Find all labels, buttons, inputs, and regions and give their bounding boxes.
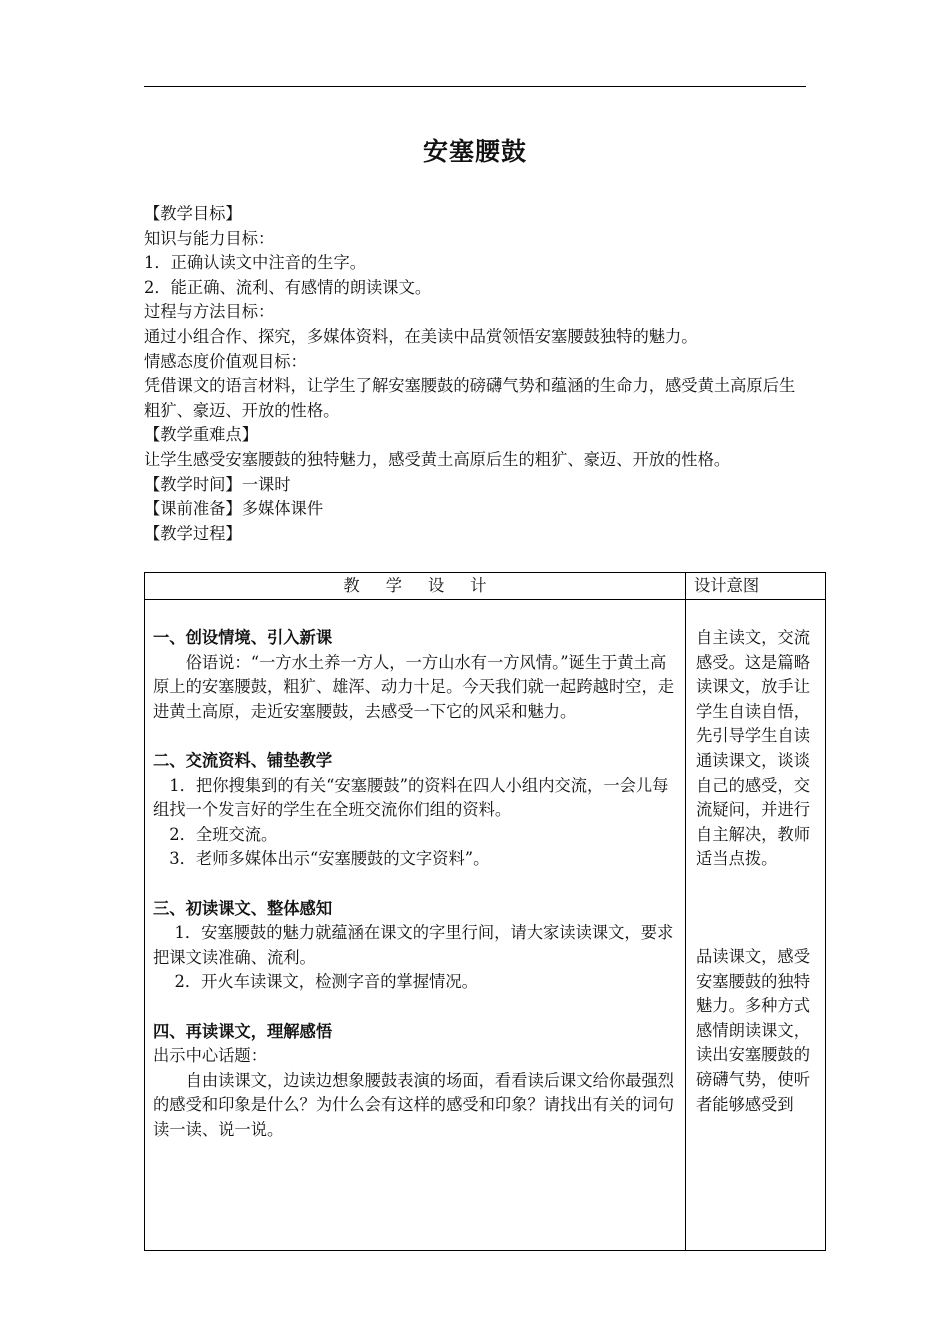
lesson-process-table [144, 572, 826, 1251]
header-design-intent: 设计意图 [686, 573, 826, 600]
table-header-row [145, 573, 826, 600]
intro-line: 1．正确认读文中注音的生字。 [144, 253, 367, 273]
intro-line: 情感态度价值观目标： [144, 351, 307, 371]
section-paragraph: 俗语说：“一方水土养一方人，一方山水有一方风情。”诞生于黄土高原上的安塞腰鼓，粗犷、雄浑、动力十足。今天我们就一起跨越时空，走进黄土高原，走近安塞腰鼓，去感受一下它的风采和魅力。 [153, 652, 675, 721]
section-paragraph: 1．安塞腰鼓的魅力就蕴涵在课文的字里行间，请大家读读课文，要求把课文读准确、流利。 [153, 923, 674, 967]
document-title: 安塞腰鼓 [422, 137, 527, 166]
section-paragraph: 2．全班交流。 [153, 824, 278, 844]
intro-line: 过程与方法目标： [144, 302, 275, 322]
lesson-intro [144, 202, 804, 546]
intent-note: 品读课文，感受安塞腰鼓的独特魅力。多种方式感情朗读课文，读出安塞腰鼓的磅礴气势，使听者能够感受到 [696, 946, 810, 1114]
intro-line: 【教学重难点】 [144, 425, 258, 445]
intro-line: 【教学过程】 [144, 523, 242, 543]
teaching-design-cell [145, 600, 686, 1251]
intro-line: 让学生感受安塞腰鼓的独特魅力，感受黄土高原后生的粗犷、豪迈、开放的性格。 [144, 449, 731, 469]
table-body-row [145, 600, 826, 1251]
intro-line: 通过小组合作、探究，多媒体资料，在美读中品赏领悟安塞腰鼓独特的魅力。 [144, 326, 698, 346]
header-teaching-design: 教学设计 [145, 573, 686, 600]
section-heading: 四、再读课文，理解感悟 [153, 1021, 333, 1041]
intro-line: 知识与能力目标： [144, 228, 275, 248]
section-paragraph: 自由读课文，边读边想象腰鼓表演的场面，看看读后课文给你最强烈的感受和印象是什么？为什么会有这样的感受和印象？请找出有关的词句读一读、说一说。 [153, 1070, 675, 1139]
intro-line: 2．能正确、流利、有感情的朗读课文。 [144, 277, 432, 297]
design-intent-cell [686, 600, 826, 1251]
section-heading: 三、初读课文、整体感知 [153, 898, 333, 918]
intent-note: 自主读文，交流感受。这是篇略读课文，放手让学生自读自悟，先引导学生自读通读课文，谈谈自己的感受，交流疑问，并进行自主解决，教师适当点拨。 [696, 628, 810, 869]
intro-line: 【课前准备】多媒体课件 [144, 499, 324, 519]
intro-line: 【教学目标】 [144, 204, 242, 223]
section-paragraph: 2．开火车读课文，检测字音的掌握情况。 [153, 972, 478, 992]
intro-line: 【教学时间】一课时 [144, 474, 291, 494]
section-heading: 一、创设情境、引入新课 [153, 628, 333, 647]
section-paragraph: 3．老师多媒体出示“安塞腰鼓的文字资料”。 [153, 849, 490, 869]
section-heading: 二、交流资料、铺垫教学 [153, 750, 333, 770]
section-paragraph: 出示中心话题： [153, 1046, 267, 1066]
section-paragraph: 1．把你搜集到的有关“安塞腰鼓”的资料在四人小组内交流，一会儿每组找一个发言好的学生在全班交流你们组的资料。 [153, 775, 669, 820]
intro-line: 凭借课文的语言材料，让学生了解安塞腰鼓的磅礴气势和蕴涵的生命力，感受黄土高原后生粗犷、豪迈、开放的性格。 [144, 376, 796, 420]
header-rule [144, 86, 806, 87]
